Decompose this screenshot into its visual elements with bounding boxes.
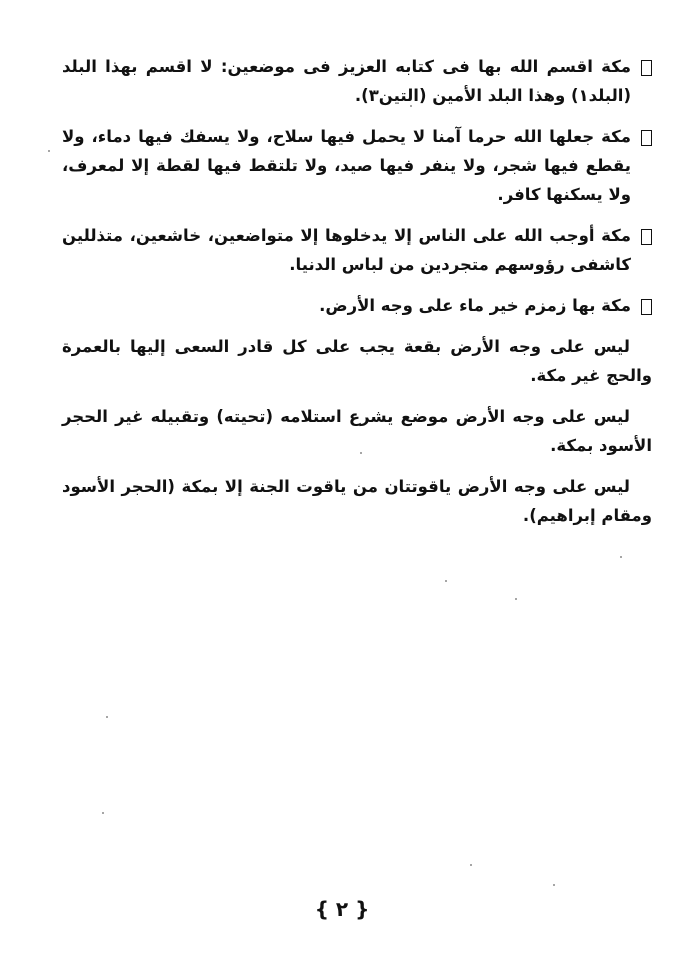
bullet-item bbox=[62, 122, 652, 209]
bullet-text: مكة جعلها الله حرما آمنا لا يحمل فيها سلاح، ولا يسفك فيها دماء، ولا يقطع فيها شجر، ولا ينفر فيها صيد، ولا تلتقط فيها لقطة إلا لمعرف، ولا يسكنها كافر. bbox=[62, 127, 631, 204]
scan-speck bbox=[553, 884, 555, 886]
scan-speck bbox=[515, 598, 517, 600]
bullet-item bbox=[62, 291, 652, 320]
scan-speck bbox=[410, 105, 412, 107]
page-number: { ٢ } bbox=[314, 897, 370, 921]
scan-speck bbox=[106, 716, 108, 718]
scan-speck bbox=[360, 452, 362, 454]
body-paragraph: ليس على وجه الأرض بقعة يجب على كل قادر السعى إليها بالعمرة والحج غير مكة. bbox=[62, 337, 652, 385]
scan-speck bbox=[620, 556, 622, 558]
bullet-text: مكة اقسم الله بها فى كتابه العزيز فى موضعين: لا اقسم بهذا البلد (البلد١) وهذا البلد الأمين (التين٣). bbox=[62, 57, 631, 105]
body-paragraph: ليس على وجه الأرض ياقوتتان من ياقوت الجنة إلا بمكة (الحجر الأسود ومقام إبراهيم). bbox=[62, 477, 652, 525]
scan-speck bbox=[48, 150, 50, 152]
checkbox-bullet-icon bbox=[641, 299, 652, 315]
bullet-text: مكة بها زمزم خير ماء على وجه الأرض. bbox=[319, 296, 631, 315]
bullet-text: مكة أوجب الله على الناس إلا يدخلوها إلا متواضعين، خاشعين، متذللين كاشفى رؤوسهم متجردين من لباس الدنيا. bbox=[62, 226, 631, 274]
scan-speck bbox=[445, 580, 447, 582]
checkbox-bullet-icon bbox=[641, 60, 652, 76]
checkbox-bullet-icon bbox=[641, 130, 652, 146]
scan-speck bbox=[102, 812, 104, 814]
page-content bbox=[62, 52, 652, 542]
body-paragraph: ليس على وجه الأرض موضع يشرع استلامه (تحيته) وتقبيله غير الحجر الأسود بمكة. bbox=[62, 407, 652, 455]
scan-speck bbox=[470, 864, 472, 866]
checkbox-bullet-icon bbox=[641, 229, 652, 245]
bullet-item bbox=[62, 221, 652, 279]
bullet-item bbox=[62, 52, 652, 110]
